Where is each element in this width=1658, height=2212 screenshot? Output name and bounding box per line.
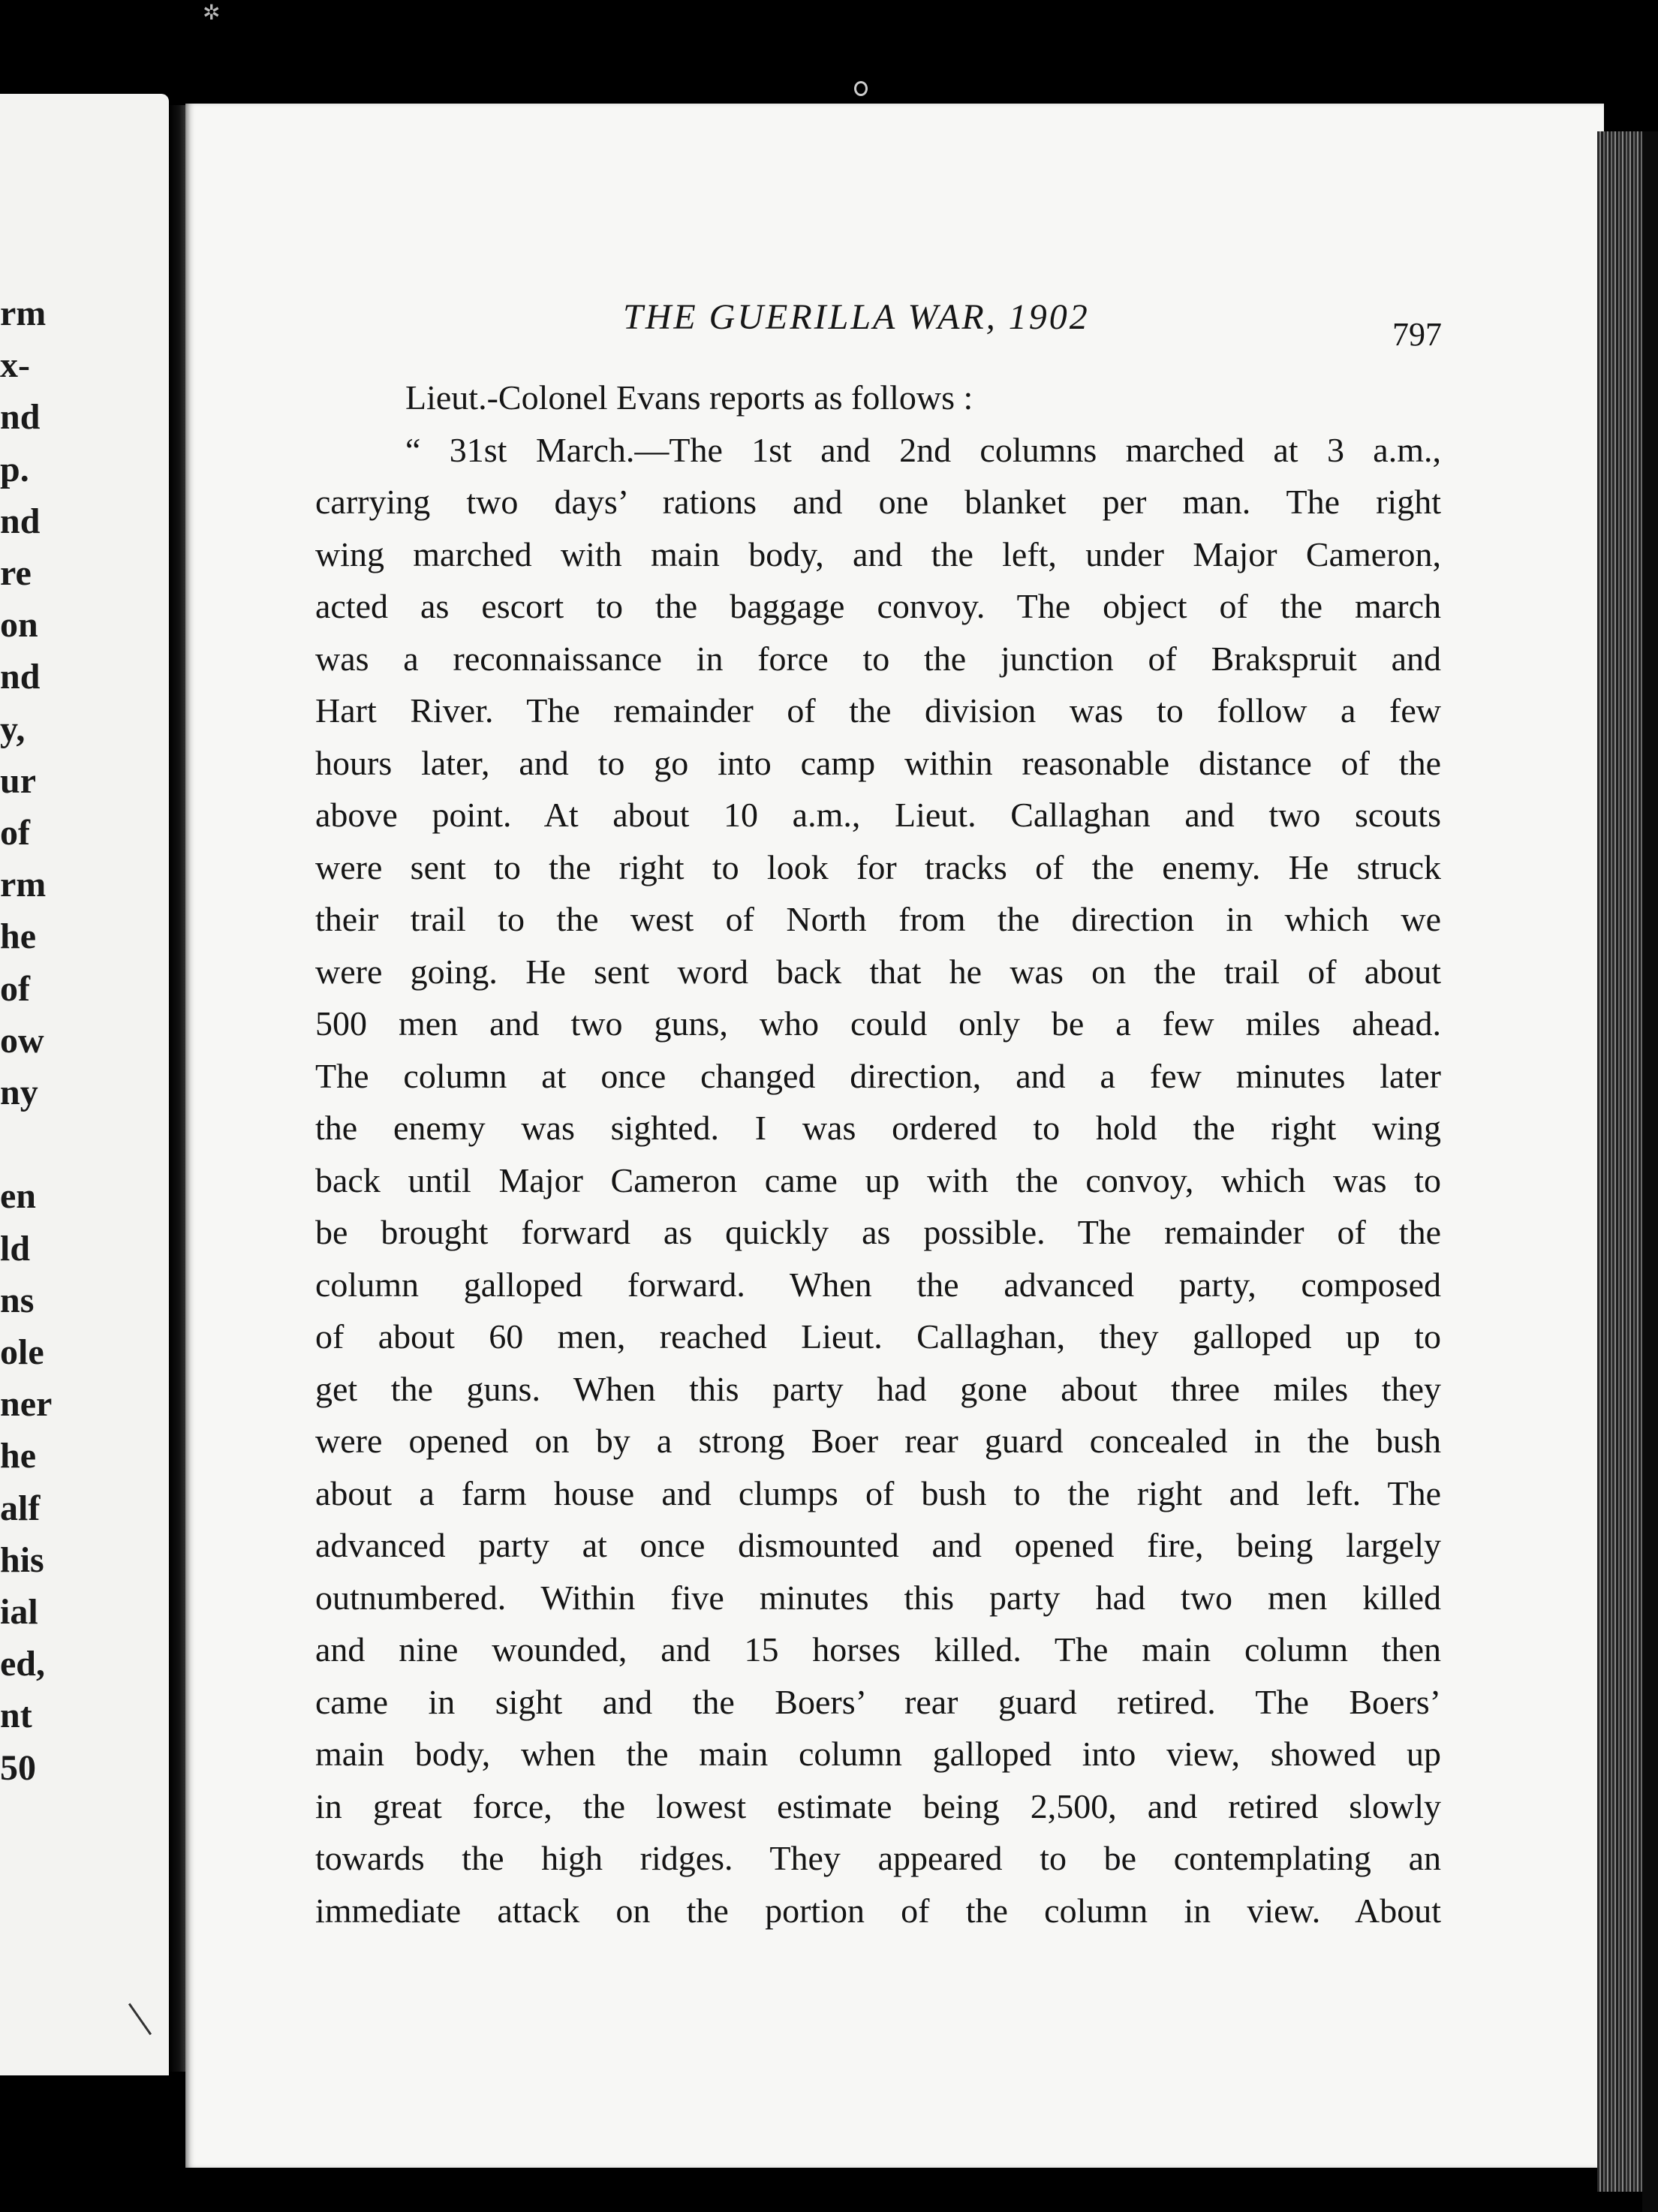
left-page-fragment: ur [0, 760, 36, 801]
left-page-fragment: ner [0, 1384, 53, 1425]
body-line: advanced party at once dismounted and opened fire, being largely [315, 1526, 1441, 1564]
left-page-fragment: ns [0, 1280, 35, 1320]
body-line: were sent to the right to look for tracks of the enemy. He struck [315, 847, 1441, 886]
left-page-fragment: en [0, 1176, 36, 1217]
body-line: came in sight and the Boers’ rear guard retired. The Boers’ [315, 1682, 1441, 1721]
left-page-fragment: re [0, 553, 32, 593]
left-page-fragment: of [0, 968, 30, 1009]
left-facing-page [0, 94, 169, 2075]
body-line: Hart River. The remainder of the division was to follow a few [315, 691, 1441, 730]
body-line: 500 men and two guns, who could only be a few miles ahead. [315, 1004, 1441, 1043]
body-line: the enemy was sighted. I was ordered to hold the right wing [315, 1109, 1441, 1147]
left-page-fragment: p. [0, 449, 29, 489]
left-page-fragment: rm [0, 293, 47, 333]
left-page-fragment: nd [0, 657, 41, 697]
body-text [315, 372, 1441, 1937]
body-line: were going. He sent word back that he was on the trail of about [315, 952, 1441, 991]
body-line: “ 31st March.—The 1st and 2nd columns marched at 3 a.m., [405, 430, 1441, 469]
left-page-fragment: he [0, 916, 36, 957]
left-page-fragment: ial [0, 1592, 38, 1632]
body-line: back until Major Cameron came up with the convoy, which was to [315, 1160, 1441, 1199]
intro-line: Lieut.-Colonel Evans reports as follows : [405, 378, 973, 417]
body-line: The column at once changed direction, and a few minutes later [315, 1056, 1441, 1095]
body-line: and nine wounded, and 15 horses killed. The main column then [315, 1630, 1441, 1669]
left-page-fragment: y, [0, 709, 26, 749]
left-page-fragment: rm [0, 865, 47, 905]
body-line: about a farm house and clumps of bush to the right and left. The [315, 1473, 1441, 1512]
scan-speck: ✲ [203, 2, 221, 25]
body-line: wing marched with main body, and the left, under Major Cameron, [315, 534, 1441, 573]
body-line: main body, when the main column galloped into view, showed up [315, 1735, 1441, 1773]
body-line: above point. At about 10 a.m., Lieut. Callaghan and two scouts [315, 796, 1441, 834]
page-edge-stripes [1597, 131, 1642, 2192]
body-line: be brought forward as quickly as possible. The remainder of the [315, 1213, 1441, 1251]
left-page-fragment: he [0, 1436, 36, 1476]
left-page-fragment: ny [0, 1073, 38, 1112]
left-page-fragment: on [0, 605, 38, 646]
page-speck [854, 81, 868, 96]
body-line: column galloped forward. When the advanced party, composed [315, 1265, 1441, 1304]
body-line: acted as escort to the baggage convoy. The object of the march [315, 587, 1441, 625]
body-line: outnumbered. Within five minutes this party had two men killed [315, 1578, 1441, 1617]
body-line: in great force, the lowest estimate being 2,500, and retired slowly [315, 1786, 1441, 1825]
body-line: towards the high ridges. They appeared to be contemplating an [315, 1839, 1441, 1877]
body-line: hours later, and to go into camp within reasonable distance of the [315, 743, 1441, 782]
body-line: were opened on by a strong Boer rear guard concealed in the bush [315, 1422, 1441, 1460]
left-page-fragment: of [0, 813, 30, 853]
running-title: THE GUERILLA WAR, 1902 [623, 297, 1090, 337]
page-edge-dark [1642, 131, 1658, 2212]
body-line: get the guns. When this party had gone about three miles they [315, 1369, 1441, 1408]
body-line: carrying two days’ rations and one blanket per man. The right [315, 483, 1441, 521]
body-line: immediate attack on the portion of the column in view. About [315, 1891, 1441, 1930]
body-lines [315, 424, 1441, 1937]
left-page-fragment: ole [0, 1332, 44, 1372]
left-page-fragment: nt [0, 1696, 32, 1736]
book-spine-shadow [169, 105, 185, 2072]
left-page-fragment: nd [0, 501, 41, 541]
left-page-fragment: his [0, 1539, 44, 1580]
page-number: 797 [1392, 316, 1442, 353]
left-page-fragment: alf [0, 1488, 41, 1528]
left-page-fragment: 50 [0, 1747, 36, 1788]
left-page-fragment: ow [0, 1020, 44, 1061]
body-line: of about 60 men, reached Lieut. Callaghan, they galloped up to [315, 1317, 1441, 1356]
body-line: their trail to the west of North from the direction in which we [315, 900, 1441, 938]
left-page-fragment: nd [0, 397, 41, 438]
left-page-fragment: ld [0, 1228, 31, 1269]
body-line: was a reconnaissance in force to the junction of Brakspruit and [315, 639, 1441, 678]
left-page-fragment: ed, [0, 1644, 45, 1684]
left-page-fragment: x- [0, 345, 30, 386]
